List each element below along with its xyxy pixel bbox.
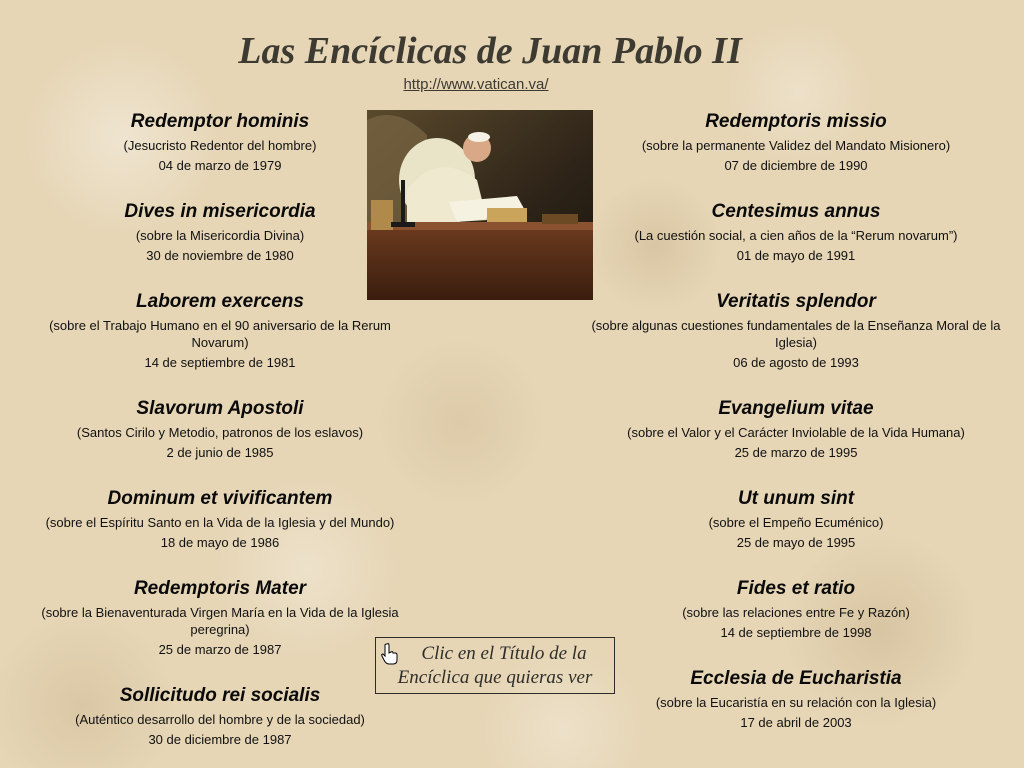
encyclical-entry xyxy=(576,577,1016,641)
encyclical-title[interactable]: Sollicitudo rei socialis xyxy=(119,685,321,706)
encyclical-date: 25 de mayo de 1995 xyxy=(736,535,856,550)
encyclical-date: 14 de septiembre de 1981 xyxy=(144,355,296,370)
encyclical-entry xyxy=(576,397,1016,461)
encyclical-date: 2 de junio de 1985 xyxy=(166,445,274,460)
encyclical-entry xyxy=(20,397,420,461)
encyclical-subtitle: (sobre el Trabajo Humano en el 90 aniversario de la Rerum Novarum) xyxy=(49,318,391,350)
encyclical-date: 07 de diciembre de 1990 xyxy=(724,158,868,173)
encyclical-subtitle: (Santos Cirilo y Metodio, patronos de los eslavos) xyxy=(76,425,364,440)
encyclical-title[interactable]: Fides et ratio xyxy=(736,578,856,599)
vatican-link[interactable]: http://www.vatican.va/ xyxy=(403,76,549,93)
encyclical-title[interactable]: Redemptoris Mater xyxy=(133,578,307,599)
encyclical-date: 01 de mayo de 1991 xyxy=(736,248,856,263)
encyclical-date: 25 de marzo de 1995 xyxy=(734,445,858,460)
encyclical-entry xyxy=(576,667,1016,731)
vatican-link-container xyxy=(0,76,952,94)
instruction-line-1: Clic en el Título de la xyxy=(421,643,587,664)
encyclical-subtitle: (La cuestión social, a cien años de la “Rerum novarum”) xyxy=(634,228,958,243)
encyclical-title[interactable]: Redemptor hominis xyxy=(130,111,310,132)
encyclical-entry xyxy=(20,290,420,371)
pope-writing-photo xyxy=(367,110,593,300)
encyclical-subtitle: (Auténtico desarrollo del hombre y de la sociedad) xyxy=(75,712,365,727)
encyclical-title[interactable]: Laborem exercens xyxy=(136,291,304,312)
encyclical-subtitle: (sobre la Bienaventurada Virgen María en la Vida de la Iglesia peregrina) xyxy=(41,605,399,637)
encyclical-entry xyxy=(20,487,420,551)
encyclical-entry xyxy=(20,110,420,174)
encyclical-title[interactable]: Redemptoris missio xyxy=(705,111,887,132)
encyclical-date: 17 de abril de 2003 xyxy=(740,715,852,730)
encyclical-title[interactable]: Evangelium vitae xyxy=(718,398,874,419)
encyclical-date: 30 de diciembre de 1987 xyxy=(148,732,292,747)
encyclical-date: 18 de mayo de 1986 xyxy=(160,535,280,550)
encyclical-date: 30 de noviembre de 1980 xyxy=(146,248,294,263)
encyclical-title[interactable]: Centesimus annus xyxy=(711,201,881,222)
encyclical-subtitle: (sobre la Misericordia Divina) xyxy=(135,228,305,243)
encyclical-title[interactable]: Slavorum Apostoli xyxy=(136,398,304,419)
encyclical-title[interactable]: Dives in misericordia xyxy=(124,201,316,222)
encyclical-date: 06 de agosto de 1993 xyxy=(733,355,859,370)
encyclical-entry xyxy=(576,290,1016,371)
encyclical-subtitle: (sobre el Empeño Ecuménico) xyxy=(708,515,884,530)
encyclical-subtitle: (sobre el Espíritu Santo en la Vida de la Iglesia y del Mundo) xyxy=(45,515,395,530)
encyclical-entry xyxy=(20,577,420,658)
encyclical-entry xyxy=(576,200,1016,264)
encyclical-subtitle: (sobre la Eucaristía en su relación con la Iglesia) xyxy=(655,695,937,710)
encyclical-title[interactable]: Veritatis splendor xyxy=(716,291,876,312)
encyclical-entry xyxy=(576,487,1016,551)
encyclical-subtitle: (sobre las relaciones entre Fe y Razón) xyxy=(682,605,910,620)
pointing-hand-icon xyxy=(381,643,399,672)
encyclical-subtitle: (sobre la permanente Validez del Mandato Misionero) xyxy=(641,138,951,153)
encyclical-entry xyxy=(20,684,420,748)
encyclical-date: 25 de marzo de 1987 xyxy=(158,642,282,657)
page-title: Las Encíclicas de Juan Pablo II xyxy=(238,30,742,72)
instruction-box xyxy=(375,637,615,694)
encyclical-subtitle: (Jesucristo Redentor del hombre) xyxy=(123,138,317,153)
encyclical-subtitle: (sobre el Valor y el Carácter Inviolable de la Vida Humana) xyxy=(627,425,965,440)
instruction-line-2: Encíclica que quieras ver xyxy=(397,667,593,688)
encyclical-entry xyxy=(20,200,420,264)
encyclical-date: 04 de marzo de 1979 xyxy=(158,158,282,173)
encyclical-title[interactable]: Dominum et vivificantem xyxy=(107,488,333,509)
encyclical-entry xyxy=(576,110,1016,174)
encyclical-subtitle: (sobre algunas cuestiones fundamentales de la Enseñanza Moral de la Iglesia) xyxy=(591,318,1001,350)
encyclical-title[interactable]: Ecclesia de Eucharistia xyxy=(690,668,902,689)
encyclical-date: 14 de septiembre de 1998 xyxy=(720,625,872,640)
encyclical-title[interactable]: Ut unum sint xyxy=(737,488,855,509)
